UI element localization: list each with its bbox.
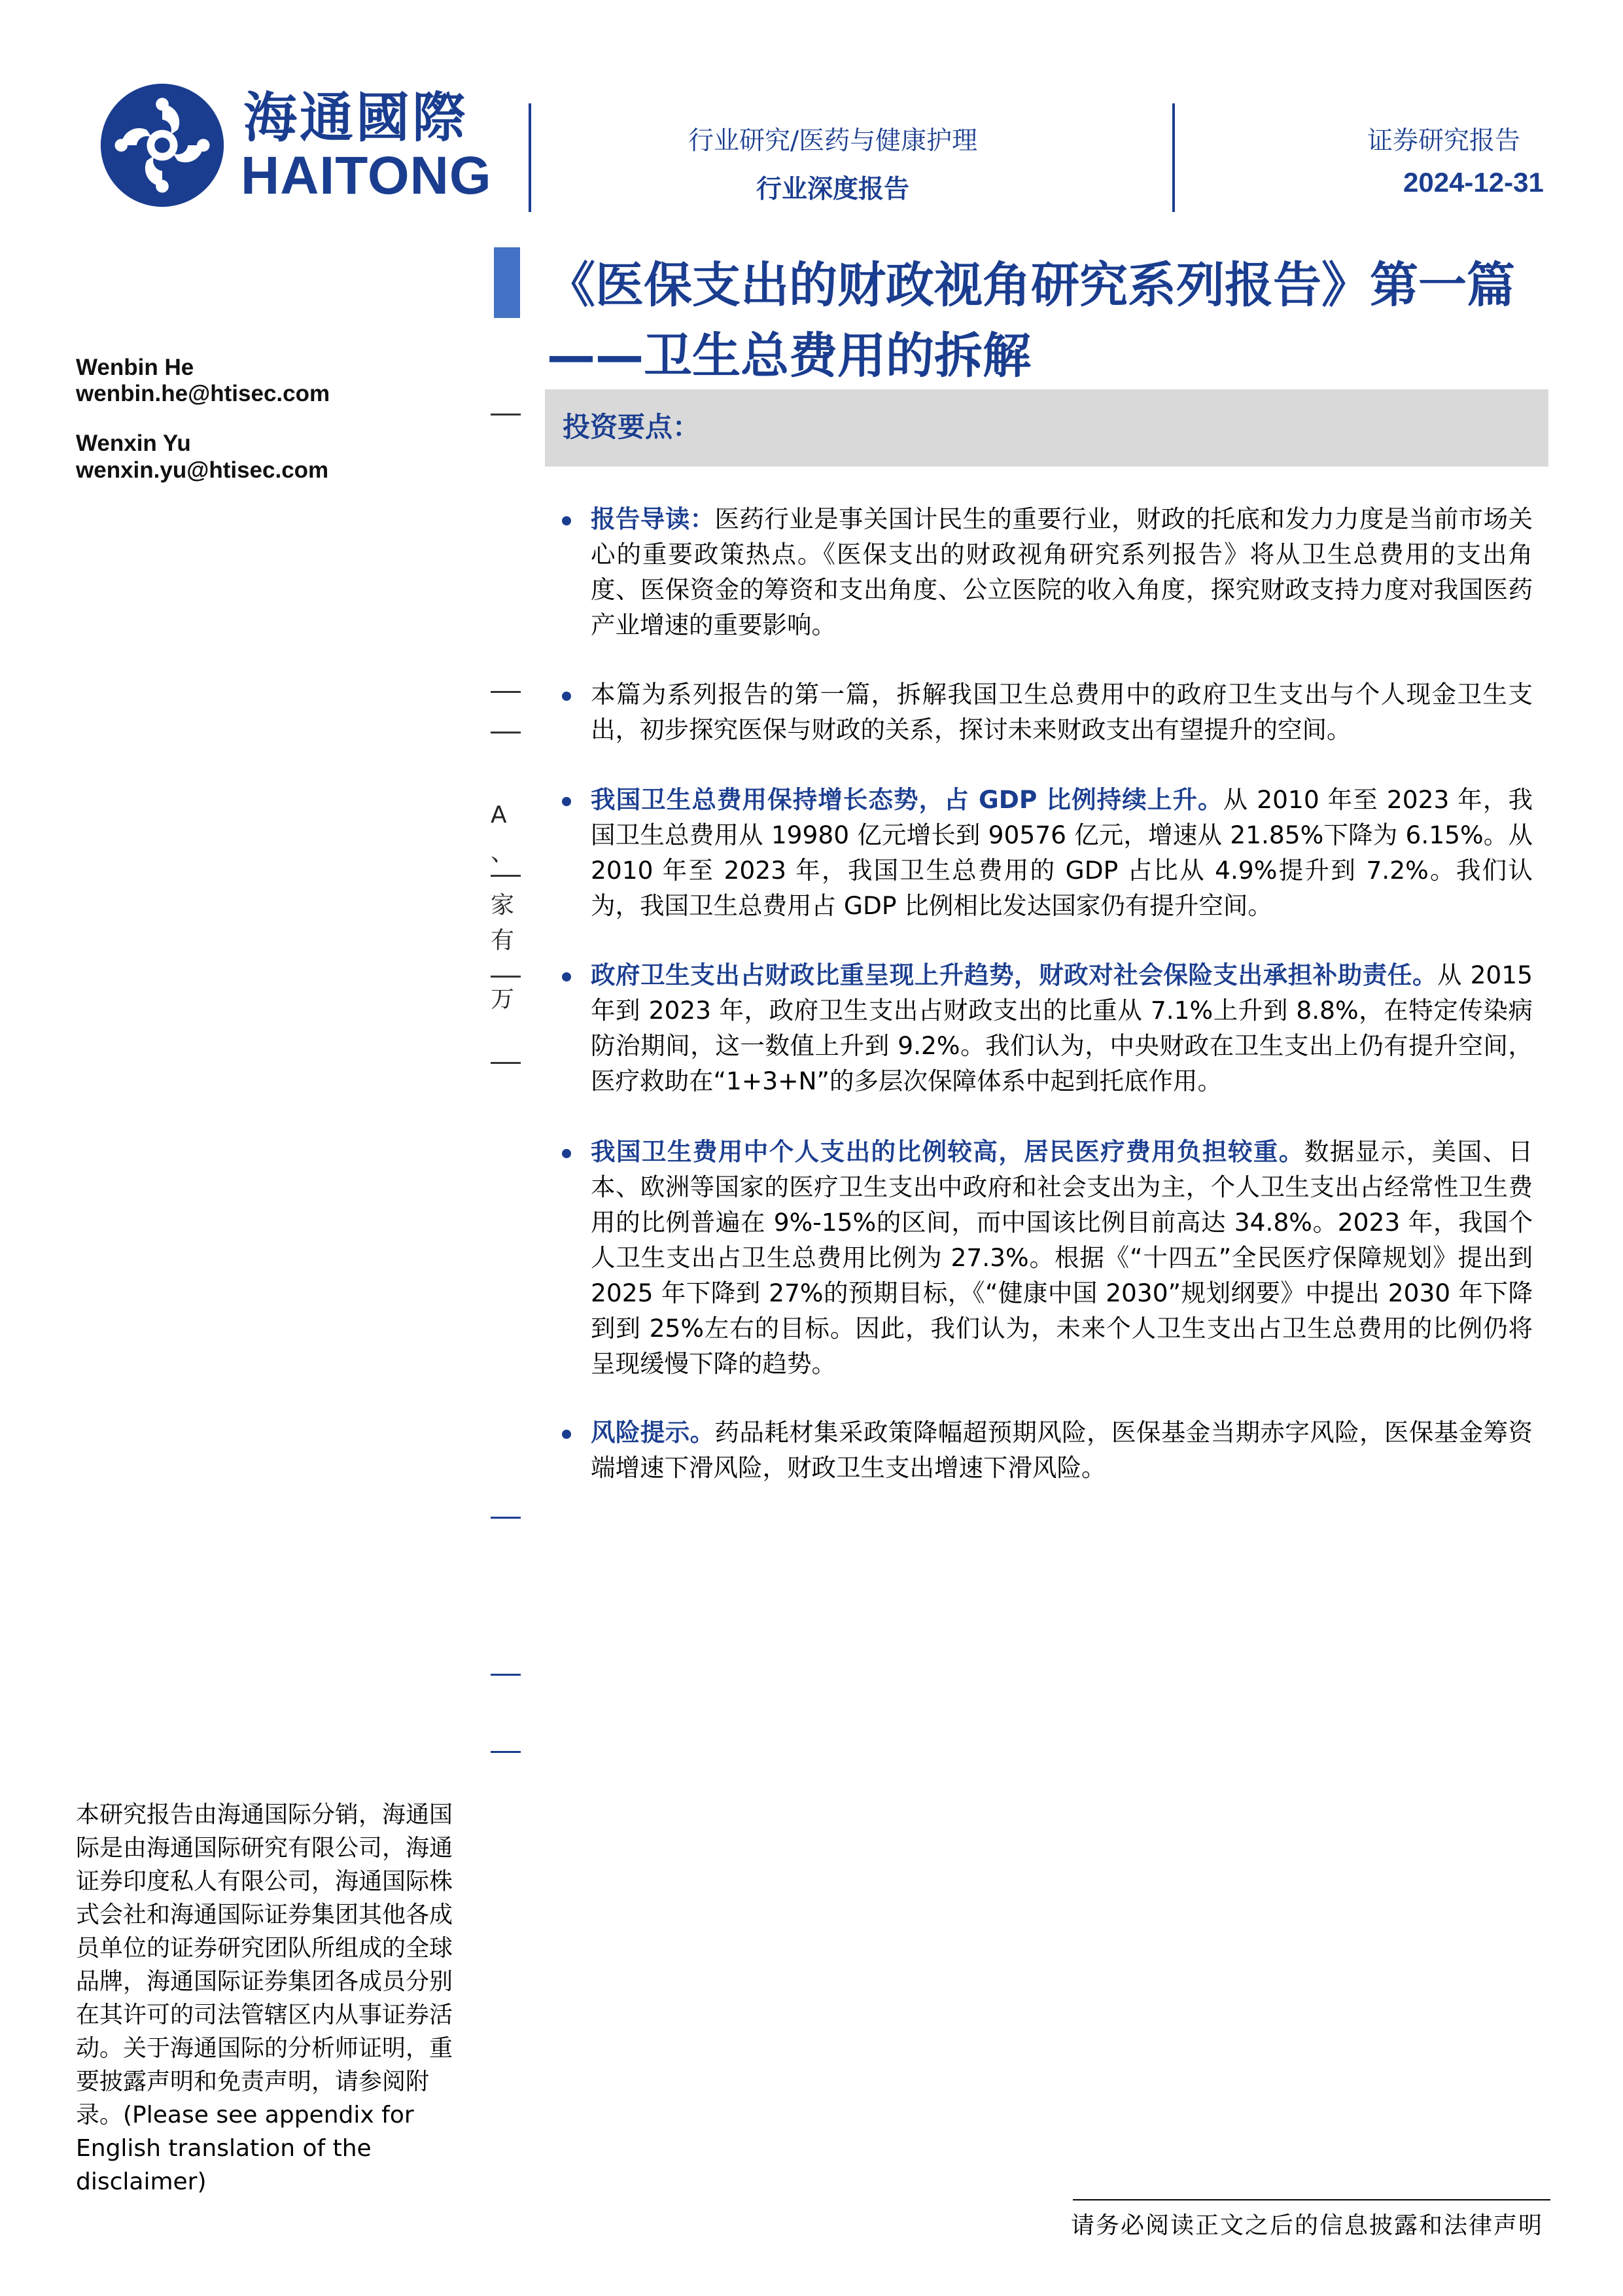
logo-chinese-name: 海通國際 bbox=[243, 87, 469, 149]
highlights-label: 投资要点： bbox=[563, 411, 701, 443]
sidebar-rule bbox=[491, 732, 521, 733]
sidebar-glyph: 有 bbox=[491, 927, 515, 954]
sidebar-glyph: 、 bbox=[491, 839, 515, 866]
sidebar-rule bbox=[491, 976, 521, 978]
highlight-text: 数据显示，美国、日本、欧洲等国家的医疗卫生支出中政府和社会支出为主，个人卫生支出占经常性卫生费用的比例普遍在 9%-15%的区间，而中国该比例目前高达 34.8%。2023 年，我国个人卫生支出占卫生总费用比例为 27.3%。根据《“十四五”全民医疗保障规划》提出到 2025 年下降到 27%的预期目标，《“健康中国 2030”规划纲要》中提出 2030 年下降到到 25%左右的目标。因此，我们认为，未来个人卫生支出占卫生总费用的比例仍将呈现缓慢下降的趋势。 bbox=[591, 1137, 1533, 1378]
highlight-item bbox=[591, 1415, 1533, 1485]
highlight-item bbox=[591, 677, 1533, 747]
bullet-icon bbox=[562, 516, 571, 525]
author-email[interactable]: wenbin.he@htisec.com bbox=[76, 381, 330, 406]
sidebar-glyph: 家 bbox=[491, 892, 515, 919]
author-name: Wenbin He bbox=[76, 355, 194, 380]
highlight-lead: 报告导读： bbox=[591, 504, 715, 533]
report-type: 行业深度报告 bbox=[756, 175, 910, 204]
distribution-disclaimer: 本研究报告由海通国际分销，海通国际是由海通国际研究有限公司，海通证券印度私人有限公司，海通国际株式会社和海通国际证券集团其他各成员单位的证券研究团队所组成的全球品牌，海通国际证券集团各成员分别在其许可的司法管辖区内从事证券活动。关于海通国际的分析师证明，重要披露声明和免责声明，请参阅附录。(Please see appendix for English translation of the disclaimer) bbox=[76, 1801, 453, 2195]
author-email[interactable]: wenxin.yu@htisec.com bbox=[76, 457, 329, 483]
report-kind: 证券研究报告 bbox=[1367, 126, 1521, 156]
title-accent-bar bbox=[494, 247, 520, 318]
report-date: 2024-12-31 bbox=[1403, 167, 1544, 198]
header-divider bbox=[1172, 103, 1175, 212]
highlight-lead: 我国卫生总费用保持增长态势，占 GDP 比例持续上升。 bbox=[591, 785, 1223, 814]
author-name: Wenxin Yu bbox=[76, 431, 191, 456]
sidebar-rule bbox=[491, 1517, 521, 1519]
sidebar-rule bbox=[491, 1062, 521, 1064]
page-title: 《医保支出的财政视角研究系列报告》第一篇——卫生总费用的拆解 bbox=[547, 257, 1515, 384]
sidebar-glyph: 万 bbox=[491, 986, 515, 1013]
report-category: 行业研究/医药与健康护理 bbox=[688, 126, 978, 156]
highlight-item bbox=[591, 1134, 1533, 1381]
bullet-icon bbox=[562, 692, 571, 701]
highlight-item bbox=[591, 501, 1533, 643]
highlight-text: 药品耗材集采政策降幅超预期风险，医保基金当期赤字风险，医保基金筹资端增速下滑风险，财政卫生支出增速下滑风险。 bbox=[591, 1418, 1533, 1482]
highlight-text: 从 2010 年至 2023 年，我国卫生总费用从 19980 亿元增长到 90576 亿元，增速从 21.85%下降为 6.15%。从 2010 年至 2023 年，我国卫生总费用的 GDP 占比从 4.9%提升到 7.2%。我们认为，我国卫生总费用占 GDP 比例相比发达国家仍有提升空间。 bbox=[591, 785, 1533, 920]
haitong-logo-icon bbox=[98, 81, 226, 209]
highlight-lead: 政府卫生支出占财政比重呈现上升趋势，财政对社会保险支出承担补助责任。 bbox=[591, 961, 1438, 989]
footer-rule bbox=[1073, 2199, 1550, 2200]
sidebar-rule bbox=[491, 1751, 521, 1753]
bullet-icon bbox=[562, 972, 571, 981]
sidebar-rule bbox=[491, 691, 521, 693]
bullet-icon bbox=[562, 797, 571, 806]
highlight-text: 本篇为系列报告的第一篇，拆解我国卫生总费用中的政府卫生支出与个人现金卫生支出，初步探究医保与财政的关系，探讨未来财政支出有望提升的空间。 bbox=[591, 680, 1533, 744]
highlight-text: 从 2015 年到 2023 年，政府卫生支出占财政支出的比重从 7.1%上升到 8.8%，在特定传染病防治期间，这一数值上升到 9.2%。我们认为，中央财政在卫生支出上仍有提升空间，医疗救助在“1+3+N”的多层次保障体系中起到托底作用。 bbox=[591, 961, 1533, 1095]
sidebar-rule bbox=[491, 414, 521, 415]
sidebar-rule bbox=[491, 875, 521, 877]
bullet-icon bbox=[562, 1149, 571, 1158]
highlight-item bbox=[591, 957, 1533, 1099]
sidebar-glyph: A bbox=[491, 802, 507, 828]
logo-english-name: HAITONG bbox=[241, 146, 492, 205]
bullet-icon bbox=[562, 1430, 571, 1439]
header-divider bbox=[529, 103, 531, 212]
highlight-lead: 我国卫生费用中个人支出的比例较高，居民医疗费用负担较重。 bbox=[591, 1137, 1304, 1166]
highlight-item bbox=[591, 782, 1533, 923]
footer-notice: 请务必阅读正文之后的信息披露和法律声明 bbox=[1071, 2212, 1544, 2239]
highlight-text: 医药行业是事关国计民生的重要行业，财政的托底和发力力度是当前市场关心的重要政策热点。《医保支出的财政视角研究系列报告》将从卫生总费用的支出角度、医保资金的筹资和支出角度、公立医院的收入角度，探究财政支持力度对我国医药产业增速的重要影响。 bbox=[591, 504, 1533, 639]
sidebar-rule bbox=[491, 1674, 521, 1676]
highlight-lead: 风险提示。 bbox=[591, 1418, 715, 1447]
